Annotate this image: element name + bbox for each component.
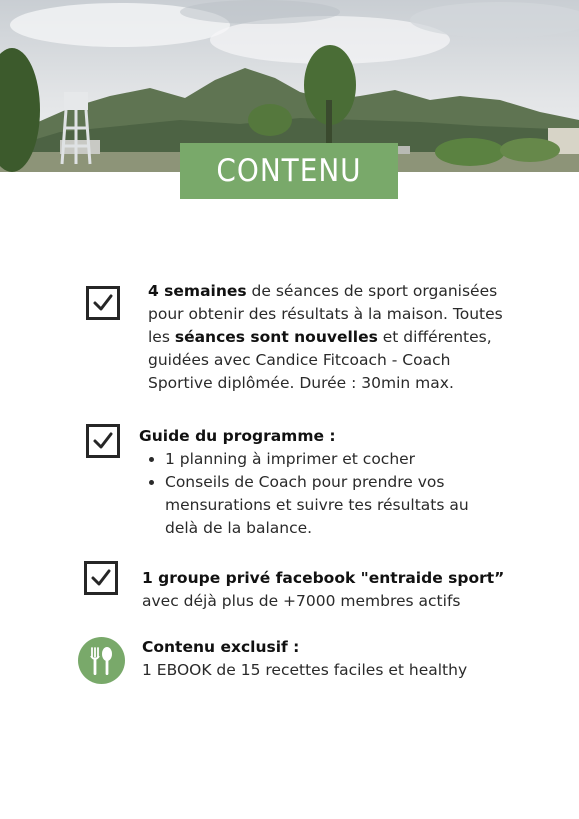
item-exclusive-content-text [142,636,542,682]
item-guide-text [139,425,539,540]
facebook-group-heading: 1 groupe privé facebook "entraide sport” [142,569,505,587]
item-facebook-group-text [142,567,542,613]
exclusive-content-heading: Contenu exclusif : [142,638,300,656]
sessions-line1: de séances de sport organisées [246,282,498,300]
guide-bullet-line: delà de la balance. [165,519,313,537]
sessions-line4: guidées avec Candice Fitcoach - Coach [148,351,451,369]
facebook-group-members: avec déjà plus de +7000 membres actifs [142,592,461,610]
guide-bullet-line: Conseils de Coach pour prendre vos [165,473,445,491]
fork-spoon-icon [78,637,125,684]
page-title: CONTENU [180,143,398,199]
sessions-line5: Sportive diplômée. Durée : 30min max. [148,374,454,392]
checkbox-checked-icon [86,286,120,320]
item-sessions-text [148,280,538,395]
guide-bullet-item [139,471,539,540]
checkbox-checked-icon [86,424,120,458]
sessions-line3-pre: les [148,328,175,346]
sessions-line2: pour obtenir des résultats à la maison. Toutes [148,305,503,323]
guide-bullet-line: mensurations et suivre tes résultats au [165,496,469,514]
guide-bullet-list [139,448,539,540]
guide-bullet-item: 1 planning à imprimer et cocher [139,448,539,471]
ebook-recipes-line: 1 EBOOK de 15 recettes faciles et healthy [142,661,468,679]
sessions-line3-rest: et différentes, [377,328,492,346]
checkbox-checked-icon [84,561,118,595]
sessions-new-bold: séances sont nouvelles [174,328,378,346]
guide-heading: Guide du programme : [139,427,336,445]
sessions-weeks-bold: 4 semaines [148,282,247,300]
